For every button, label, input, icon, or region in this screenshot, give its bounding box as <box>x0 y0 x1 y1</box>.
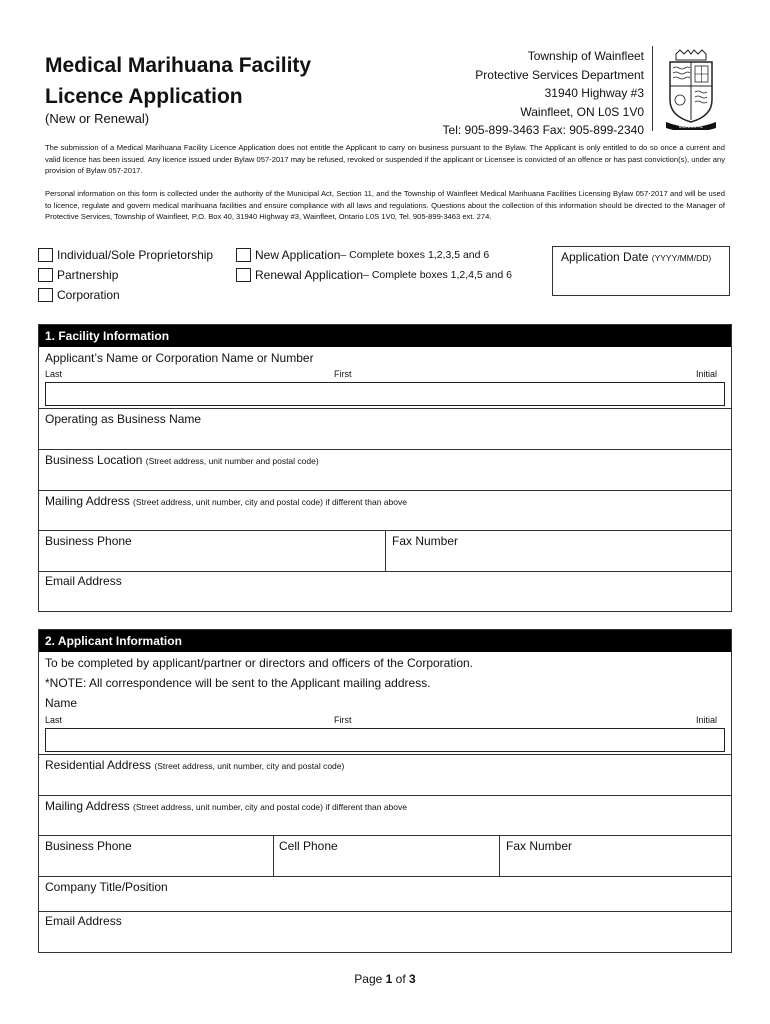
company-title-label: Company Title/Position <box>45 880 168 894</box>
first-name-label: First <box>334 715 352 725</box>
header-divider <box>652 46 653 131</box>
last-name-label: Last <box>45 369 63 379</box>
township-crest-icon <box>666 48 716 130</box>
column-divider <box>273 835 274 876</box>
section-applicant-information <box>38 629 732 953</box>
option-partnership[interactable] <box>38 268 118 282</box>
section1-heading: 1. Facility Information <box>39 325 731 347</box>
individual-label: Individual/Sole Proprietorship <box>57 248 214 262</box>
page-current: 1 <box>385 972 393 986</box>
partnership-label: Partnership <box>57 268 119 282</box>
page-of: of <box>392 972 410 986</box>
row-divider <box>39 876 731 877</box>
applicant-name-input[interactable] <box>45 728 725 752</box>
business-location-label: Business Location <box>45 453 146 467</box>
corporation-label: Corporation <box>57 288 120 302</box>
name-label: Name <box>45 696 78 710</box>
column-divider <box>499 835 500 876</box>
new-application-checkbox[interactable] <box>236 248 251 262</box>
business-location-field[interactable] <box>45 453 319 467</box>
section-facility-information <box>38 324 732 612</box>
page-total: 3 <box>409 972 416 986</box>
org-name: Township of Wainfleet <box>527 49 644 63</box>
application-date-field[interactable] <box>552 246 730 296</box>
row-divider <box>39 754 731 755</box>
title-line-1: Medical Marihuana Facility <box>45 54 312 77</box>
row-divider <box>39 911 731 912</box>
row-divider <box>39 490 731 491</box>
corporation-checkbox[interactable] <box>38 288 53 302</box>
fax-number-label: Fax Number <box>506 839 573 853</box>
mailing-address-label: Mailing Address <box>45 799 134 813</box>
residential-address-field[interactable] <box>45 758 344 772</box>
row-divider <box>39 449 731 450</box>
section2-note: *NOTE: All correspondence will be sent to the Applicant mailing address. <box>45 676 431 690</box>
option-renewal-application[interactable] <box>236 268 512 282</box>
applicant-name-label: Applicant’s Name or Corporation Name or Number <box>45 351 314 365</box>
option-corporation[interactable] <box>38 288 120 302</box>
last-name-label: Last <box>45 715 63 725</box>
application-date-label: Application Date <box>561 250 652 264</box>
column-divider <box>385 530 386 571</box>
applicant-name-input[interactable] <box>45 382 725 406</box>
fax-number-label: Fax Number <box>392 534 459 548</box>
new-application-label: New Application <box>255 248 341 262</box>
org-city: Wainfleet, ON L0S 1V0 <box>520 104 644 119</box>
intro-paragraph-1: The submission of a Medical Marihuana Facility Licence Application does not entitle the Applicant to carry on business pursuant to the Bylaw. The Applicant is only entitled to do so once a current and valid licence has been issued. Any licence issued under Bylaw 057-2017 may be refused, revoked or suspended if the applicant or Licensee is convicted of an offence or has past conviction(s), under any provision of Bylaw 057-2017. <box>45 143 725 176</box>
page-number <box>0 972 770 986</box>
form-subtitle: (New or Renewal) <box>45 111 150 126</box>
renewal-application-label: Renewal Application <box>255 268 364 282</box>
application-date-format: (YYYY/MM/DD) <box>651 253 712 263</box>
crest-banner-text: MUNICIPAL <box>678 124 704 129</box>
email-address-label: Email Address <box>45 574 122 588</box>
initial-label: Initial <box>695 715 717 725</box>
residential-address-note: (Street address, unit number, city and postal code) <box>154 761 345 771</box>
individual-checkbox[interactable] <box>38 248 53 262</box>
residential-address-label: Residential Address <box>45 758 155 772</box>
section2-heading: 2. Applicant Information <box>39 630 731 652</box>
section2-instruction: To be completed by applicant/partner or directors and officers of the Corporation. <box>45 656 474 670</box>
row-divider <box>39 835 731 836</box>
row-divider <box>39 795 731 796</box>
org-street: 31940 Highway #3 <box>544 86 644 100</box>
partnership-checkbox[interactable] <box>38 268 53 282</box>
option-individual[interactable] <box>38 248 213 262</box>
mailing-address-note: (Street address, unit number, city and postal code) if different than above <box>133 497 407 507</box>
intro-paragraph-2: Personal information on this form is collected under the authority of the Municipal Act, Section 11, and the Township of Wainfleet Medical Marihuana Facilities Licensing Bylaw 057-2017 and will be used to licence, regulate and govern medical marihuana facilities and ensure compliance with all laws and regulations. Questions about the collection of this information should be directed to the Manager of Protective Services, Township of Wainfleet, P.O. Box 40, 31940 Highway #3, Wainfleet, Ontario L0S 1V0, Tel. 905-899-3463 ext. 274. <box>45 189 725 222</box>
first-name-label: First <box>334 369 352 379</box>
row-divider <box>39 408 731 409</box>
org-department: Protective Services Department <box>475 67 644 82</box>
renewal-application-note: – Complete boxes 1,2,4,5 and 6 <box>363 269 512 281</box>
title-line-2: Licence Application <box>45 85 243 108</box>
mailing-address-field[interactable] <box>45 494 407 508</box>
initial-label: Initial <box>695 369 717 379</box>
page-prefix: Page <box>354 972 386 986</box>
operating-as-label: Operating as Business Name <box>45 412 202 426</box>
email-address-label: Email Address <box>45 914 122 928</box>
business-location-note: (Street address, unit number and postal code) <box>145 456 319 466</box>
option-new-application[interactable] <box>236 248 489 262</box>
renewal-application-checkbox[interactable] <box>236 268 251 282</box>
new-application-note: – Complete boxes 1,2,3,5 and 6 <box>340 249 490 261</box>
cell-phone-label: Cell Phone <box>279 839 338 853</box>
mailing-address-note: (Street address, unit number, city and postal code) if different than above <box>133 802 407 812</box>
mailing-address-field[interactable] <box>45 799 407 813</box>
form-title <box>45 50 311 112</box>
business-phone-label: Business Phone <box>45 534 132 548</box>
business-phone-label: Business Phone <box>45 839 132 853</box>
row-divider <box>39 571 731 572</box>
mailing-address-label: Mailing Address <box>45 494 134 508</box>
org-phone-fax: Tel: 905-899-3463 Fax: 905-899-2340 <box>442 123 644 137</box>
org-address-block <box>443 47 644 140</box>
